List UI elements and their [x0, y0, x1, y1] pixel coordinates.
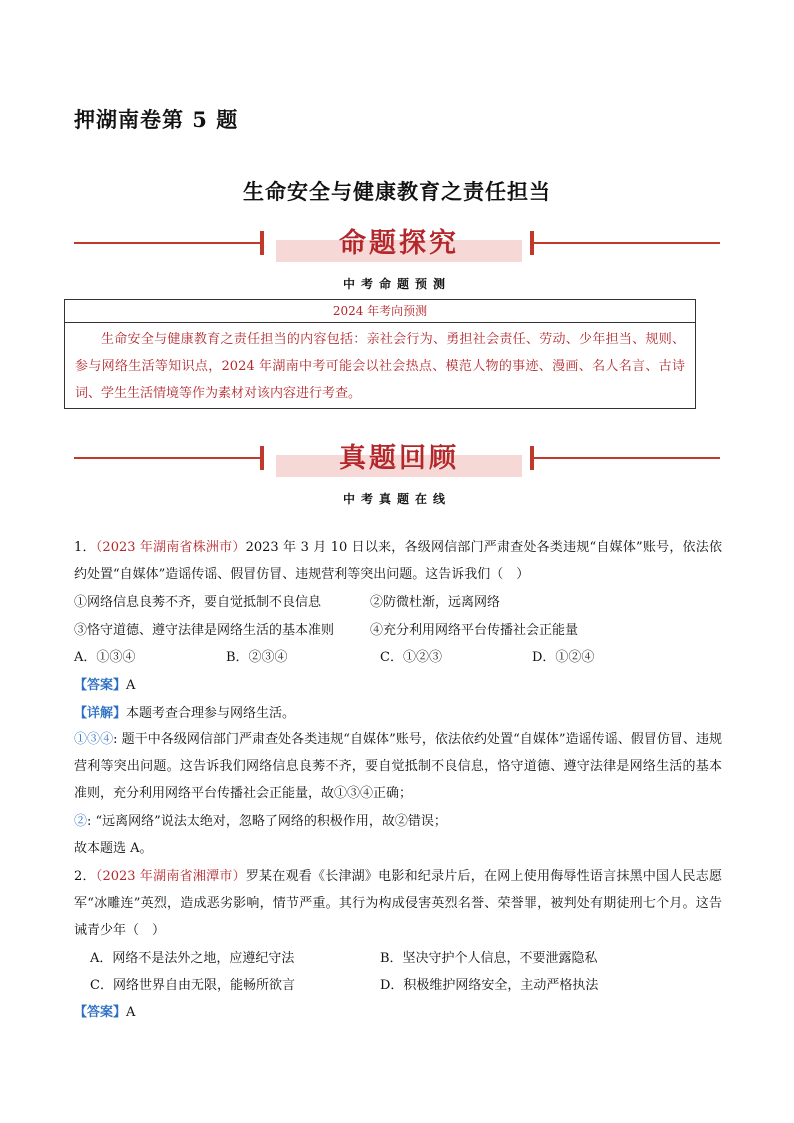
- question-1-items-row-2: [74, 617, 722, 644]
- question-source: （2023 年湖南省湘潭市）: [95, 869, 246, 884]
- question-1-stem: [74, 534, 722, 588]
- banner-rule-right: [534, 457, 720, 459]
- question-1-conclusion: 故本题选 A。: [74, 841, 153, 856]
- option-b: B．坚决守护个人信息，不要泄露隐私: [380, 951, 598, 966]
- question-2-stem: [74, 863, 722, 944]
- detail-text: : 题干中各级网信部门严肃查处各类违规“自媒体”账号，依法依约处置“自媒体”造谣传谣、假冒仿冒、违规营利等突出问题。这告诉我们网络信息良莠不齐，要自觉抵制不良信息，恪守道德、遵守法律是网络生活的基本准则，充分利用网络平台传播社会正能量，故①③④正确；: [74, 732, 722, 801]
- banner-label: 命题探究: [339, 228, 459, 259]
- option-b: B．②③④: [226, 650, 288, 665]
- detail-label: 【详解】: [74, 706, 127, 721]
- option-c: C．①②③: [380, 650, 442, 665]
- banner-rule-left: [74, 242, 260, 244]
- banner-label-box: [276, 226, 522, 262]
- question-1-detail-intro: [74, 700, 722, 727]
- prediction-box: [64, 299, 696, 409]
- prediction-heading: 2024 年考向预测: [65, 300, 695, 323]
- option-d: D．积极维护网络安全，主动严格执法: [380, 978, 599, 993]
- answer-label: 【答案】: [74, 678, 127, 693]
- prediction-text: 生命安全与健康教育之责任担当的内容包括：亲社会行为、勇担社会责任、劳动、少年担当、规则、参与网络生活等知识点，2024 年湖南中考可能会以社会热点、模范人物的事迹、漫画、名人名言、古诗词、学生生活情境等作为素材对该内容进行考查。: [75, 332, 685, 401]
- section-subtitle: 中考命题预测: [342, 277, 451, 291]
- banner-rule-left: [74, 457, 260, 459]
- detail-text: : “远离网络”说法太绝对，忽略了网络的积极作用，故②错误；: [87, 814, 447, 829]
- statement-item: ③恪守道德、遵守法律是网络生活的基本准则: [74, 623, 335, 638]
- question-1-detail-p1: [74, 726, 722, 807]
- banner-rule-right: [534, 242, 720, 244]
- banner-tick-left: [260, 231, 264, 255]
- option-d: D．①②④: [532, 650, 595, 665]
- question-2-options-row-2: [74, 972, 722, 999]
- question-2-options-row-1: [74, 945, 722, 972]
- detail-mark: ②: [74, 814, 88, 829]
- section-subtitle: 中考真题在线: [342, 492, 451, 506]
- page-title: 生命安全与健康教育之责任担当: [243, 179, 551, 204]
- statement-item: ④充分利用网络平台传播社会正能量: [370, 623, 579, 638]
- option-c: C．网络世界自由无限，能畅所欲言: [90, 978, 295, 993]
- detail-intro: 本题考查合理参与网络生活。: [126, 706, 296, 721]
- banner-label: 真题回顾: [339, 443, 459, 474]
- question-number: 2．: [74, 869, 96, 884]
- option-a: A．网络不是法外之地，应遵纪守法: [90, 951, 295, 966]
- question-text: 2023 年 3 月 10 日以来，各级网信部门严肃查处各类违规“自媒体”账号，依法依约处置“自媒体”造谣传谣、假冒仿冒、违规营利等突出问题。这告诉我们（ ）: [74, 540, 722, 582]
- question-1-options: [74, 644, 722, 671]
- question-1-detail-p2: [74, 808, 722, 835]
- question-source: （2023 年湖南省株洲市）: [95, 540, 246, 555]
- answer-value: A: [126, 1005, 136, 1020]
- page-heading: 押湖南卷第 5 题: [74, 107, 239, 132]
- statement-item: ①网络信息良莠不齐，要自觉抵制不良信息: [74, 595, 322, 610]
- question-text: 罗某在观看《长津湖》电影和纪录片后，在网上使用侮辱性语言抹黑中国人民志愿军“冰雕连”英烈，造成恶劣影响，情节严重。其行为构成侵害英烈名誉、荣誉罪，被判处有期徒刑七个月。这告诫青少年（ ）: [74, 869, 722, 938]
- banner-label-box: [276, 441, 522, 477]
- question-2-answer: [74, 999, 722, 1026]
- statement-item: ②防微杜渐，远离网络: [370, 595, 501, 610]
- answer-value: A: [126, 678, 136, 693]
- question-1-answer: [74, 672, 722, 699]
- answer-label: 【答案】: [74, 1005, 127, 1020]
- section-banner-review: [74, 437, 720, 479]
- section-banner-prediction: [74, 222, 720, 264]
- question-1-items-row-1: [74, 589, 722, 616]
- banner-tick-left: [260, 446, 264, 470]
- detail-mark: ①③④: [74, 732, 114, 747]
- question-number: 1．: [74, 540, 96, 555]
- option-a: A．①③④: [74, 650, 136, 665]
